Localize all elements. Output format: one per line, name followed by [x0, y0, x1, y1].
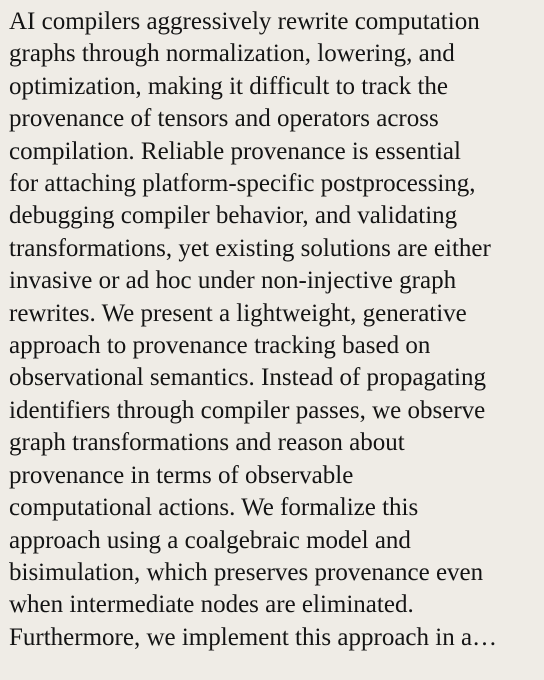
abstract-line: rewrites. We present a lightweight, generative — [9, 299, 467, 327]
abstract-line: AI compilers aggressively rewrite computation — [9, 8, 480, 35]
abstract-line: approach to provenance tracking based on — [9, 332, 431, 360]
abstract-line: provenance of tensors and operators across — [9, 105, 439, 133]
abstract-line: computational actions. We formalize this — [9, 494, 419, 522]
abstract-line: identifiers through compiler passes, we observe — [9, 396, 486, 424]
abstract-line: when intermediate nodes are eliminated. — [9, 591, 414, 619]
abstract-line: debugging compiler behavior, and validating — [9, 202, 458, 230]
abstract-line: transformations, yet existing solutions are either — [9, 234, 491, 262]
abstract-line: observational semantics. Instead of propagating — [9, 364, 486, 392]
abstract-line: provenance in terms of observable — [9, 461, 354, 489]
abstract-line: invasive or ad hoc under non-injective graph — [9, 267, 457, 295]
abstract-line: optimization, making it difficult to track the — [9, 72, 449, 100]
abstract-text — [9, 6, 544, 654]
abstract-line: graph transformations and reason about — [9, 429, 405, 457]
abstract-line: Furthermore, we implement this approach in a… — [9, 623, 498, 651]
abstract-line: bisimulation, which preserves provenance even — [9, 558, 484, 586]
abstract-line: compilation. Reliable provenance is essential — [9, 137, 461, 165]
abstract-line: graphs through normalization, lowering, and — [9, 40, 455, 68]
abstract-line: approach using a coalgebraic model and — [9, 526, 411, 554]
abstract-line: for attaching platform-specific postprocessing, — [9, 170, 476, 198]
